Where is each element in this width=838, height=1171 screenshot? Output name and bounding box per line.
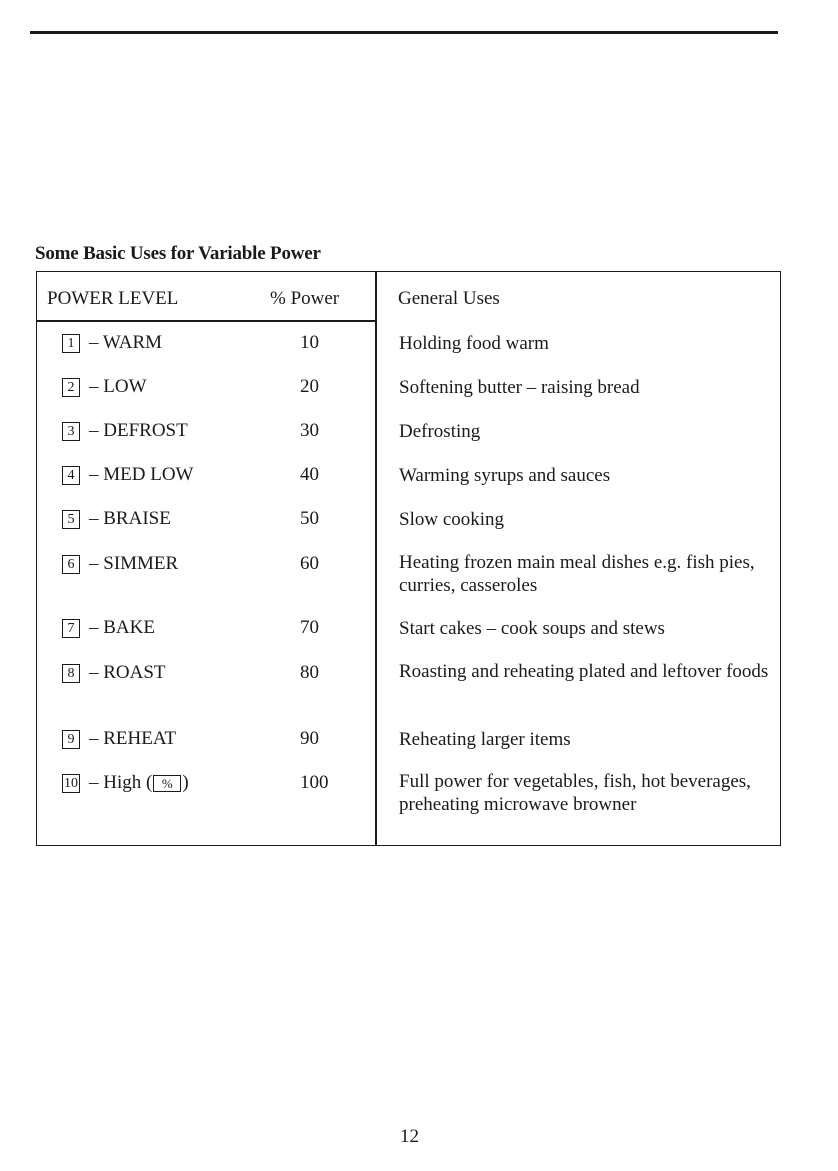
power-level-cell	[62, 662, 166, 684]
general-use-cell: Warming syrups and sauces	[399, 465, 611, 486]
header-power-level: POWER LEVEL	[47, 288, 179, 309]
level-number-key: 5	[62, 510, 80, 529]
level-name: – WARM	[89, 332, 163, 353]
general-use-cell: Start cakes – cook soups and stews	[399, 618, 665, 639]
level-number-key: 6	[62, 555, 80, 574]
general-use-cell: Full power for vegetables, fish, hot beverages, preheating microwave browner	[399, 771, 751, 815]
percent-power-cell: 70	[300, 617, 319, 638]
level-number-key: 2	[62, 378, 80, 397]
power-level-cell	[62, 464, 193, 486]
percent-power-cell: 50	[300, 508, 319, 529]
header-general-uses: General Uses	[398, 288, 500, 309]
general-use-cell: Holding food warm	[399, 333, 549, 354]
power-level-cell	[62, 376, 147, 398]
level-number-key: 1	[62, 334, 80, 353]
level-name: – MED LOW	[89, 464, 194, 485]
power-level-cell	[62, 508, 171, 530]
level-name: – REHEAT	[89, 728, 177, 749]
percent-power-cell: 100	[300, 772, 329, 793]
power-level-cell	[62, 332, 162, 354]
level-name: – BRAISE	[89, 508, 171, 529]
level-name: – BAKE	[89, 617, 155, 638]
level-name: – SIMMER	[89, 553, 179, 574]
level-name: – ROAST	[89, 662, 166, 683]
top-rule	[30, 31, 778, 34]
level-number-key: 9	[62, 730, 80, 749]
section-heading: Some Basic Uses for Variable Power	[35, 243, 321, 264]
column-divider	[375, 271, 377, 846]
power-key-icon: %	[153, 775, 181, 792]
level-name: – LOW	[89, 376, 147, 397]
percent-power-cell: 80	[300, 662, 319, 683]
general-use-cell: Heating frozen main meal dishes e.g. fish pies, curries, casseroles	[399, 552, 755, 596]
percent-power-cell: 30	[300, 420, 319, 441]
percent-power-cell: 10	[300, 332, 319, 353]
percent-power-cell: 60	[300, 553, 319, 574]
percent-power-cell: 40	[300, 464, 319, 485]
level-name: – DEFROST	[89, 420, 188, 441]
level-number-key: 3	[62, 422, 80, 441]
page-number: 12	[400, 1126, 419, 1147]
header-percent-power: % Power	[270, 288, 340, 309]
power-level-cell	[62, 420, 188, 442]
level-name-suffix: )	[182, 772, 189, 793]
general-use-cell: Defrosting	[399, 421, 481, 442]
general-use-cell: Reheating larger items	[399, 729, 571, 750]
level-number-key: 8	[62, 664, 80, 683]
percent-power-cell: 90	[300, 728, 319, 749]
general-use-cell: Softening butter – raising bread	[399, 377, 640, 398]
percent-power-cell: 20	[300, 376, 319, 397]
power-level-cell	[62, 553, 178, 575]
level-number-key: 4	[62, 466, 80, 485]
power-level-cell	[62, 728, 176, 750]
header-rule	[36, 320, 375, 322]
general-use-cell: Slow cooking	[399, 509, 505, 530]
power-level-cell	[62, 617, 155, 639]
power-level-cell	[62, 772, 189, 794]
level-name: – High (	[89, 772, 153, 793]
level-number-key: 10	[64, 775, 78, 791]
general-use-cell: Roasting and reheating plated and leftover foods	[399, 661, 769, 682]
level-number-key: 7	[62, 619, 80, 638]
